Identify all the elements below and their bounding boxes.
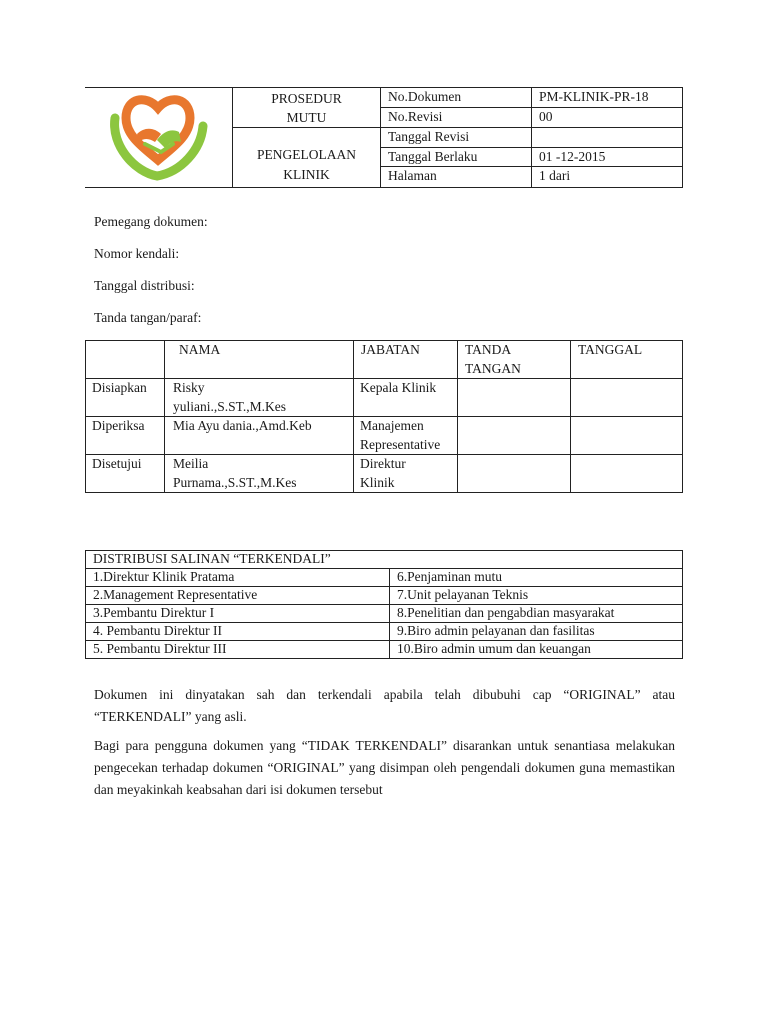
approval-date-box bbox=[571, 417, 683, 455]
heart-hands-logo-icon bbox=[85, 88, 231, 182]
doc-title-line2: MUTU bbox=[286, 110, 327, 125]
distribution-item: 3.Pembantu Direktur I bbox=[86, 605, 390, 623]
distribution-item: 1.Direktur Klinik Pratama bbox=[86, 569, 390, 587]
control-number-field: Nomor kendali: bbox=[94, 246, 180, 261]
approval-name-l1: Meilia bbox=[173, 456, 209, 471]
validity-paragraph: Dokumen ini dinyatakan sah dan terkendali apabila telah dibubuhi cap “ORIGINAL” atau “TERKENDALI” yang asli. bbox=[94, 687, 675, 724]
approval-col-position: JABATAN bbox=[354, 341, 458, 379]
doc-subtitle-line2: KLINIK bbox=[283, 167, 330, 182]
approval-row bbox=[86, 379, 683, 417]
approval-col-empty bbox=[86, 341, 165, 379]
distribution-item: 10.Biro admin umum dan keuangan bbox=[390, 641, 683, 659]
approval-row bbox=[86, 417, 683, 455]
approval-row bbox=[86, 455, 683, 493]
approval-col-name: NAMA bbox=[165, 341, 354, 379]
header-value: 1 dari bbox=[531, 167, 682, 188]
approval-position-l2: Representative bbox=[360, 436, 441, 452]
approval-name-l1: Mia Ayu dania.,Amd.Keb bbox=[173, 418, 312, 433]
header-label: Halaman bbox=[380, 167, 531, 188]
approval-position-l1: Manajemen bbox=[360, 418, 424, 433]
header-label: No.Revisi bbox=[380, 108, 531, 128]
approval-role: Disiapkan bbox=[86, 379, 165, 417]
distribution-date-field: Tanggal distribusi: bbox=[94, 278, 195, 293]
distribution-item: 6.Penjaminan mutu bbox=[390, 569, 683, 587]
logo-cell bbox=[85, 88, 232, 188]
header-label: No.Dokumen bbox=[380, 88, 531, 108]
doc-subtitle-line1: PENGELOLAAN bbox=[256, 147, 356, 162]
distribution-item: 4. Pembantu Direktur II bbox=[86, 623, 390, 641]
holder-field: Pemegang dokumen: bbox=[94, 214, 208, 229]
header-value bbox=[531, 128, 682, 148]
header-value: 00 bbox=[531, 108, 682, 128]
signature-field: Tanda tangan/paraf: bbox=[94, 310, 202, 325]
approval-signature-box bbox=[458, 455, 571, 493]
distribution-table bbox=[85, 550, 683, 659]
distribution-row bbox=[86, 623, 683, 641]
distribution-row bbox=[86, 605, 683, 623]
distribution-item: 8.Penelitian dan pengabdian masyarakat bbox=[390, 605, 683, 623]
header-label: Tanggal Berlaku bbox=[380, 148, 531, 167]
approval-date-box bbox=[571, 455, 683, 493]
distribution-title: DISTRIBUSI SALINAN “TERKENDALI” bbox=[86, 551, 683, 569]
distribution-row bbox=[86, 641, 683, 659]
distribution-row bbox=[86, 569, 683, 587]
doc-title-cell bbox=[232, 88, 380, 128]
approval-date-box bbox=[571, 379, 683, 417]
distribution-item: 9.Biro admin pelayanan dan fasilitas bbox=[390, 623, 683, 641]
header-value: 01 -12-2015 bbox=[531, 148, 682, 167]
document-header-table bbox=[85, 87, 683, 188]
distribution-item: 7.Unit pelayanan Teknis bbox=[390, 587, 683, 605]
doc-subtitle-cell bbox=[232, 128, 380, 188]
header-value: PM-KLINIK-PR-18 bbox=[531, 88, 682, 108]
approval-role: Disetujui bbox=[86, 455, 165, 493]
approval-role: Diperiksa bbox=[86, 417, 165, 455]
distribution-row bbox=[86, 587, 683, 605]
approval-position-l1: Kepala Klinik bbox=[360, 380, 437, 395]
approval-col-signature-l1: TANDA bbox=[465, 342, 512, 357]
approval-col-date: TANGGAL bbox=[571, 341, 683, 379]
approval-position-l1: Direktur bbox=[360, 456, 406, 471]
approval-name-l1: Risky bbox=[173, 380, 205, 395]
distribution-item: 2.Management Representative bbox=[86, 587, 390, 605]
header-label: Tanggal Revisi bbox=[380, 128, 531, 148]
approval-signature-box bbox=[458, 379, 571, 417]
doc-title-line1: PROSEDUR bbox=[271, 91, 342, 106]
approval-signature-box bbox=[458, 417, 571, 455]
approval-name-l2: yuliani.,S.ST.,M.Kes bbox=[173, 398, 287, 414]
approval-position-l2: Klinik bbox=[360, 474, 395, 490]
approval-col-signature-l2: TANGAN bbox=[465, 360, 521, 376]
uncontrolled-notice-paragraph: Bagi para pengguna dokumen yang “TIDAK TERKENDALI” disarankan untuk senantiasa melakukan pengecekan terhadap dokumen “ORIGINAL” yang disimpan oleh pengendali dokumen guna memastikan dan meyakinkah keabsahan dari isi dokumen tersebut bbox=[94, 738, 675, 797]
distribution-item: 5. Pembantu Direktur III bbox=[86, 641, 390, 659]
approval-name-l2: Purnama.,S.ST.,M.Kes bbox=[173, 474, 297, 490]
approval-table bbox=[85, 340, 683, 493]
